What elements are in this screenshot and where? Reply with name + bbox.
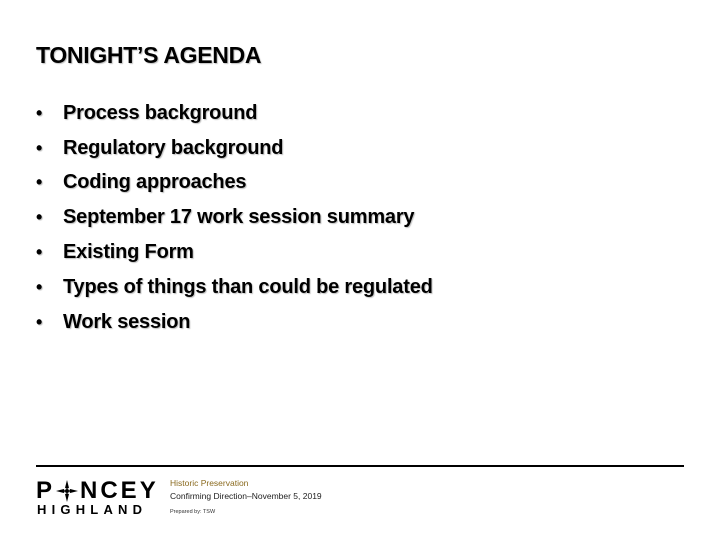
agenda-list [36,96,433,340]
footer-info [170,478,322,515]
bullet-icon: • [36,276,43,297]
agenda-item-text: Process background [63,101,258,124]
agenda-item-text: September 17 work session summary [63,206,415,229]
logo-text-line2: HIGHLAND [37,502,148,517]
slide-title: TONIGHT’S AGENDA [36,42,262,68]
poncey-highland-logo [36,478,162,520]
bullet-icon: • [36,102,43,123]
bullet-icon: • [36,207,43,228]
list-item [36,270,433,305]
agenda-item-text: Work session [63,310,191,333]
footer-divider [36,465,684,467]
list-item [36,200,433,235]
agenda-item-text: Coding approaches [63,171,247,194]
logo-text-end: NCEY [80,477,159,504]
bullet-icon: • [36,311,43,332]
bullet-icon: • [36,242,43,263]
list-item [36,305,433,340]
footer-separator: – [247,491,252,501]
footer-doc-title: Confirming Direction [170,491,247,501]
agenda-item-text: Types of things than could be regulated [63,275,433,298]
bullet-icon: • [36,172,43,193]
bullet-icon: • [36,137,43,158]
footer-date: November 5, 2019 [251,491,322,501]
logo-text-start: P [36,477,56,504]
list-item [36,235,433,270]
footer-prepared-by: Prepared by: TSW [170,509,216,515]
list-item [36,166,433,201]
list-item [36,96,433,131]
list-item [36,131,433,166]
agenda-item-text: Regulatory background [63,136,284,159]
agenda-item-text: Existing Form [63,241,194,264]
compass-star-icon [56,480,78,502]
footer-document [170,489,322,503]
footer-category: Historic Preservation [170,478,249,488]
